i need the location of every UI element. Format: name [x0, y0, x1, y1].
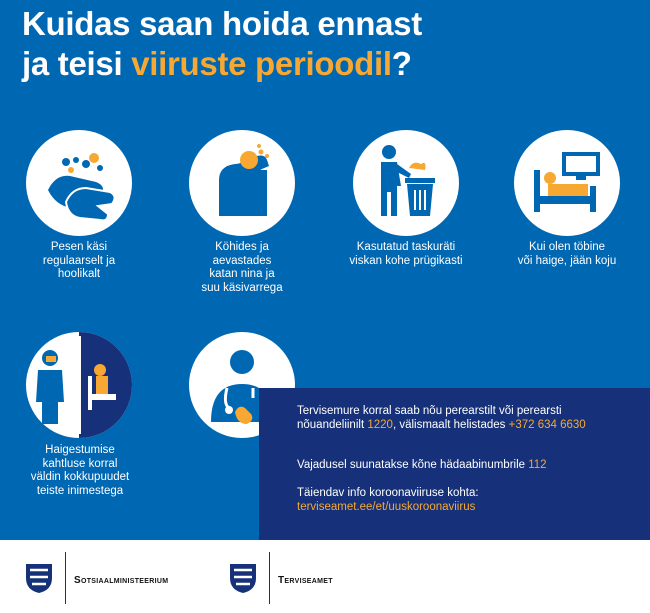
info-box — [259, 388, 650, 540]
info-text: , välismaalt helistades — [392, 419, 509, 431]
tip-line: katan nina ja — [209, 268, 275, 280]
footer — [0, 540, 650, 613]
title-prefix: ja teisi — [22, 45, 132, 82]
tip-handwashing — [18, 241, 140, 282]
tip-trash — [333, 241, 479, 268]
tip-line: Köhides ja — [215, 241, 269, 253]
title-line-1: Kuidas saan hoida ennast — [22, 5, 422, 42]
tip-line: või haige, jään koju — [517, 254, 617, 267]
info-text: Täiendav info koroonaviiruse kohta: — [297, 487, 479, 499]
info-link[interactable]: terviseamet.ee/et/uuskoroonaviirus — [297, 501, 476, 513]
title-suffix: ? — [391, 45, 412, 82]
org-name-ministry: Sotsiaalministeerium — [74, 575, 169, 586]
stay-home-icon — [514, 130, 620, 236]
info-paragraph-more — [297, 486, 637, 514]
title-highlight: viiruste perioodil — [131, 45, 392, 82]
info-paragraph-emergency — [297, 458, 637, 472]
cough-into-elbow-icon — [189, 130, 295, 236]
trash-bin-icon — [353, 130, 459, 236]
tip-line: hoolikalt — [57, 268, 101, 280]
avoid-contact-icon — [26, 332, 132, 438]
tip-line: teiste inimestega — [36, 484, 124, 497]
tip-line: Kasutatud taskuräti — [356, 241, 456, 253]
tip-line: aevastades — [212, 254, 272, 267]
divider — [269, 552, 270, 604]
tip-line: Haigestumise — [45, 444, 115, 456]
info-text: Tervisemure korral saab nõu perearstilt või perearsti — [297, 405, 562, 417]
tip-line: suu käsivarrega — [201, 281, 283, 294]
tip-cough — [180, 241, 304, 295]
info-paragraph-advice — [297, 404, 637, 432]
tip-line: kahtluse korral — [42, 457, 118, 470]
info-text: Vajadusel suunatakse kõne hädaabinumbrile — [297, 459, 529, 471]
coat-of-arms-icon — [228, 562, 258, 599]
tip-line: väldin kokkupuudet — [30, 471, 130, 483]
tip-stay-home — [505, 241, 629, 268]
phone-number-112[interactable]: 112 — [528, 459, 547, 471]
info-text: nõuandeliinilt — [297, 419, 368, 431]
tip-line: viskan kohe prügikasti — [349, 254, 463, 267]
phone-number-1220[interactable]: 1220 — [367, 419, 393, 431]
tip-line: regulaarselt ja — [42, 254, 116, 267]
tip-avoid-contact — [18, 444, 142, 498]
org-name-health-board: Terviseamet — [278, 575, 333, 586]
tip-line: Pesen käsi — [50, 241, 108, 253]
coat-of-arms-icon — [24, 562, 54, 599]
handwashing-icon — [26, 130, 132, 236]
phone-number-abroad[interactable]: +372 634 6630 — [508, 419, 586, 431]
divider — [65, 552, 66, 604]
title-line-2 — [22, 44, 422, 84]
page-title — [22, 4, 422, 84]
tip-line: Kui olen töbine — [528, 241, 606, 253]
